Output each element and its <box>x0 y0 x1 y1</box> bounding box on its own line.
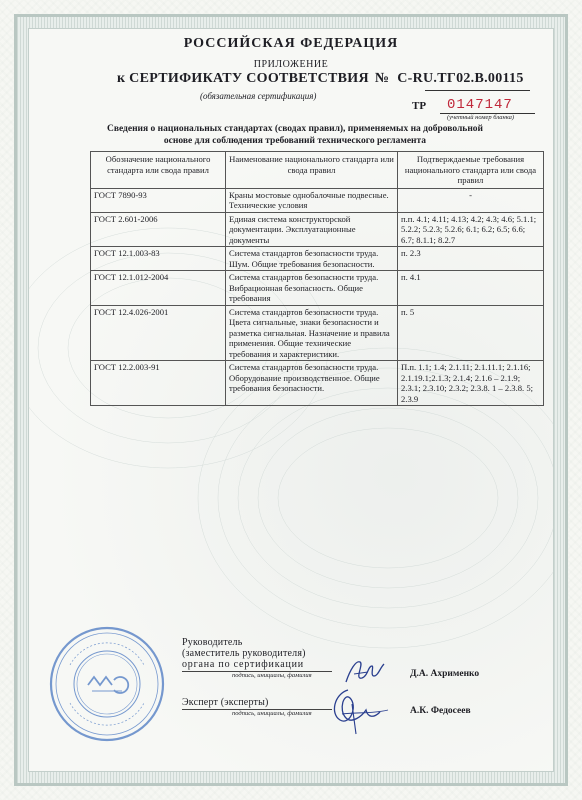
certificate-number: C-RU.ТГ02.В.00115 <box>397 71 524 86</box>
cell-name: Краны мостовые однобалочные подвесные. Технические условия <box>226 188 398 212</box>
head-name: Д.А. Ахрименко <box>410 669 480 679</box>
mandatory-note: (обязательная сертификация) <box>200 91 317 101</box>
cell-requirements: п.п. 4.1; 4.11; 4.13; 4.2; 4.3; 4.6; 5.1.1; 5.2.2; 5.2.3; 5.2.6; 6.1; 6.2; 6.5; 6.6; 6.7; 8.1.1; 8.2.7 <box>398 212 544 247</box>
cell-code: ГОСТ 12.2.003-91 <box>91 361 226 406</box>
cell-code: ГОСТ 12.4.026-2001 <box>91 305 226 361</box>
cell-requirements: п. 5 <box>398 305 544 361</box>
certificate-title-text: к СЕРТИФИКАТУ СООТВЕТСТВИЯ <box>117 71 369 86</box>
appendix-title: ПРИЛОЖЕНИЕ <box>253 59 329 70</box>
head-caption: подпись, инициалы, фамилия <box>232 672 312 679</box>
cell-requirements: п. 4.1 <box>398 271 544 306</box>
cell-name: Система стандартов безопасности труда. Оборудование производственное. Общие требования безопасности. <box>226 361 398 406</box>
head-label-line3: органа по сертификации <box>182 659 304 670</box>
cell-name: Система стандартов безопасности труда. Цвета сигнальные, знаки безопасности и разметка сигнальная. Назначение и правила применения. Общие технические требования и характеристики. <box>226 305 398 361</box>
cell-code: ГОСТ 7890-93 <box>91 188 226 212</box>
expert-label: Эксперт (эксперты) <box>182 697 269 708</box>
head-label-line1: Руководитель <box>182 637 243 648</box>
cell-code: ГОСТ 2.601-2006 <box>91 212 226 247</box>
certificate-title <box>117 71 524 87</box>
cell-requirements: П.п. 1.1; 1.4; 2.1.11; 2.1.11.1; 2.1.16; 2.1.19.1;2.1.3; 2.1.4; 2.1.6 – 2.1.9; 2.3.1; 2.3.10; 2.3.2; 2.3.8. 1 – 2.3.8. 5; 2.3.9 <box>398 361 544 406</box>
table-row <box>91 188 544 212</box>
cell-name: Система стандартов безопасности труда. Шум. Общие требования безопасности. <box>226 247 398 271</box>
expert-caption: подпись, инициалы, фамилия <box>232 710 312 717</box>
blank-number: 0147147 <box>447 97 513 113</box>
tp-label: ТР <box>412 100 427 112</box>
table-row <box>91 361 544 406</box>
expert-name: А.К. Федосеев <box>410 706 471 716</box>
table-row <box>91 212 544 247</box>
cell-requirements: - <box>398 188 544 212</box>
table-row <box>91 247 544 271</box>
table-header-row <box>91 152 544 189</box>
table-row <box>91 305 544 361</box>
expert-signature <box>322 684 392 740</box>
number-sign: № <box>374 71 390 86</box>
standards-table <box>90 151 544 406</box>
certificate-number-underline <box>425 90 530 91</box>
cell-name: Система стандартов безопасности труда. Вибрационная безопасность. Общие требования <box>226 271 398 306</box>
country-title: РОССИЙСКАЯ ФЕДЕРАЦИЯ <box>183 36 399 51</box>
cell-name: Единая система конструкторской документации. Эксплуатационные документы <box>226 212 398 247</box>
cell-code: ГОСТ 12.1.012-2004 <box>91 271 226 306</box>
intro-text: Сведения о национальных стандартах (сводах правил), применяемых на добровольной основе для соблюдения требований технического регламента <box>106 124 484 146</box>
blank-number-caption: (учетный номер бланка) <box>447 114 515 121</box>
table-row <box>91 271 544 306</box>
header-requirements: Подтверждаемые требования национального стандарта или свода правил <box>398 152 544 189</box>
cell-code: ГОСТ 12.1.003-83 <box>91 247 226 271</box>
certification-stamp <box>48 625 166 743</box>
cell-requirements: п. 2.3 <box>398 247 544 271</box>
header-code: Обозначение национального стандарта или свода правил <box>91 152 226 189</box>
head-label-line2: (заместитель руководителя) <box>182 648 306 659</box>
header-name: Наименование национального стандарта или свода правил <box>226 152 398 189</box>
